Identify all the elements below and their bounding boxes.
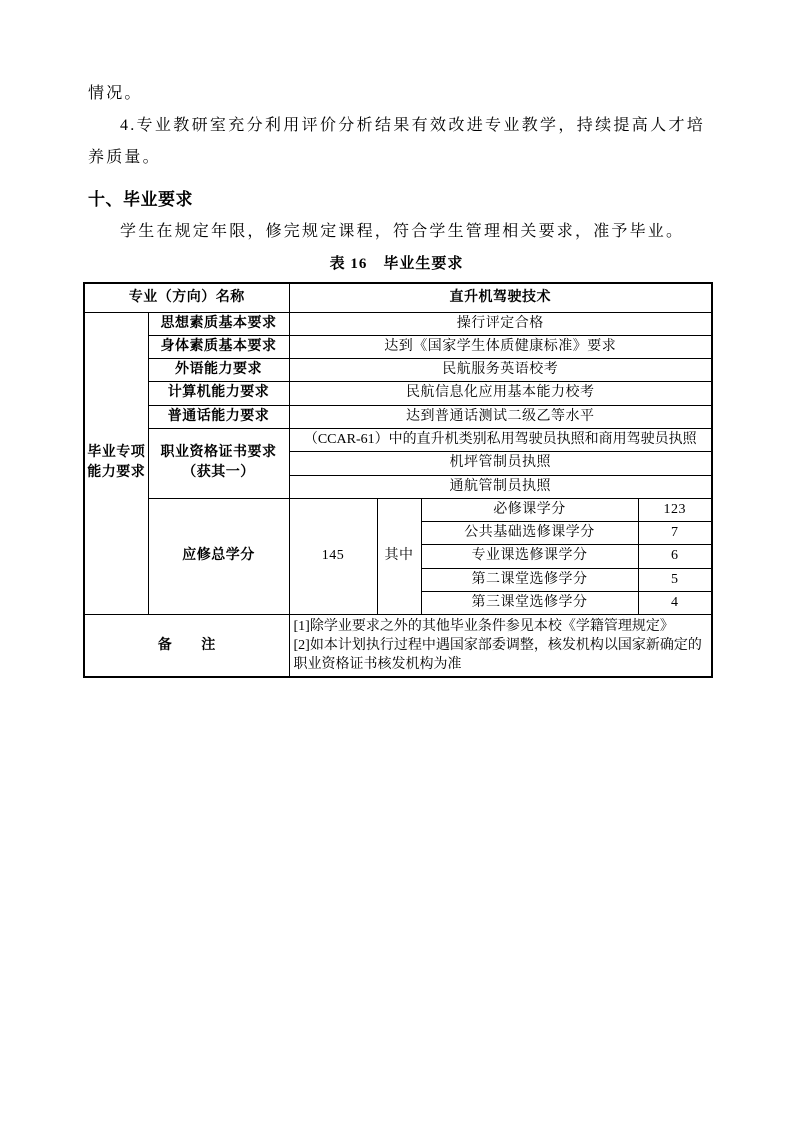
remark-notes-cell <box>289 615 712 678</box>
credit-value-required: 123 <box>638 498 712 521</box>
credit-label-major-elective: 专业课选修课学分 <box>421 545 638 568</box>
req-value-mandarin: 达到普通话测试二级乙等水平 <box>289 405 712 428</box>
req-label-foreign-language: 外语能力要求 <box>148 359 289 382</box>
req-label-computer: 计算机能力要求 <box>148 382 289 405</box>
req-label-physical: 身体素质基本要求 <box>148 335 289 358</box>
total-credits-label: 应修总学分 <box>148 498 289 614</box>
credit-label-required: 必修课学分 <box>421 498 638 521</box>
credit-label-third-classroom: 第三课堂选修学分 <box>421 592 638 615</box>
paragraph-item4: 4.专业教研室充分利用评价分析结果有效改进专业教学，持续提高人才培养质量。 <box>88 117 705 166</box>
major-name-value: 直升机驾驶技术 <box>289 283 712 312</box>
total-credits-value: 145 <box>289 498 377 614</box>
req-value-computer: 民航信息化应用基本能力校考 <box>289 382 712 405</box>
req-value-physical: 达到《国家学生体质健康标准》要求 <box>289 335 712 358</box>
cert-option-ccar61: （CCAR-61）中的直升机类别私用驾驶员执照和商用驾驶员执照 <box>289 428 712 451</box>
remark-label: 备 注 <box>84 615 289 678</box>
paragraph-carryover: 情况。 <box>88 85 143 102</box>
section-heading-graduation: 十、毕业要求 <box>88 190 193 209</box>
credit-label-second-classroom: 第二课堂选修学分 <box>421 568 638 591</box>
credits-among-label: 其中 <box>377 498 421 614</box>
req-value-foreign-language: 民航服务英语校考 <box>289 359 712 382</box>
cert-option-ga-controller: 通航管制员执照 <box>289 475 712 498</box>
credit-value-major-elective: 6 <box>638 545 712 568</box>
cert-requirement-label: 职业资格证书要求（获其一） <box>148 428 289 498</box>
credit-value-third-classroom: 4 <box>638 592 712 615</box>
group-label-special-ability: 毕业专项能力要求 <box>84 312 148 615</box>
cert-option-apron-controller: 机坪管制员执照 <box>289 452 712 475</box>
req-label-mandarin: 普通话能力要求 <box>148 405 289 428</box>
credit-value-second-classroom: 5 <box>638 568 712 591</box>
req-label-ideology: 思想素质基本要求 <box>148 312 289 335</box>
paragraph-graduation-rule: 学生在规定年限，修完规定课程，符合学生管理相关要求，准予毕业。 <box>120 223 685 240</box>
credit-value-public-elective: 7 <box>638 522 712 545</box>
req-value-ideology: 操行评定合格 <box>289 312 712 335</box>
major-name-label: 专业（方向）名称 <box>84 283 289 312</box>
credit-label-public-elective: 公共基础选修课学分 <box>421 522 638 545</box>
remark-note-2: [2]如本计划执行过程中遇国家部委调整，核发机构以国家新确定的职业资格证书核发机构为准 <box>293 638 702 673</box>
graduation-requirements-table <box>83 282 713 678</box>
table-caption: 表 16 毕业生要求 <box>329 256 464 272</box>
remark-note-1: [1]除学业要求之外的其他毕业条件参见本校《学籍管理规定》 <box>293 619 674 635</box>
